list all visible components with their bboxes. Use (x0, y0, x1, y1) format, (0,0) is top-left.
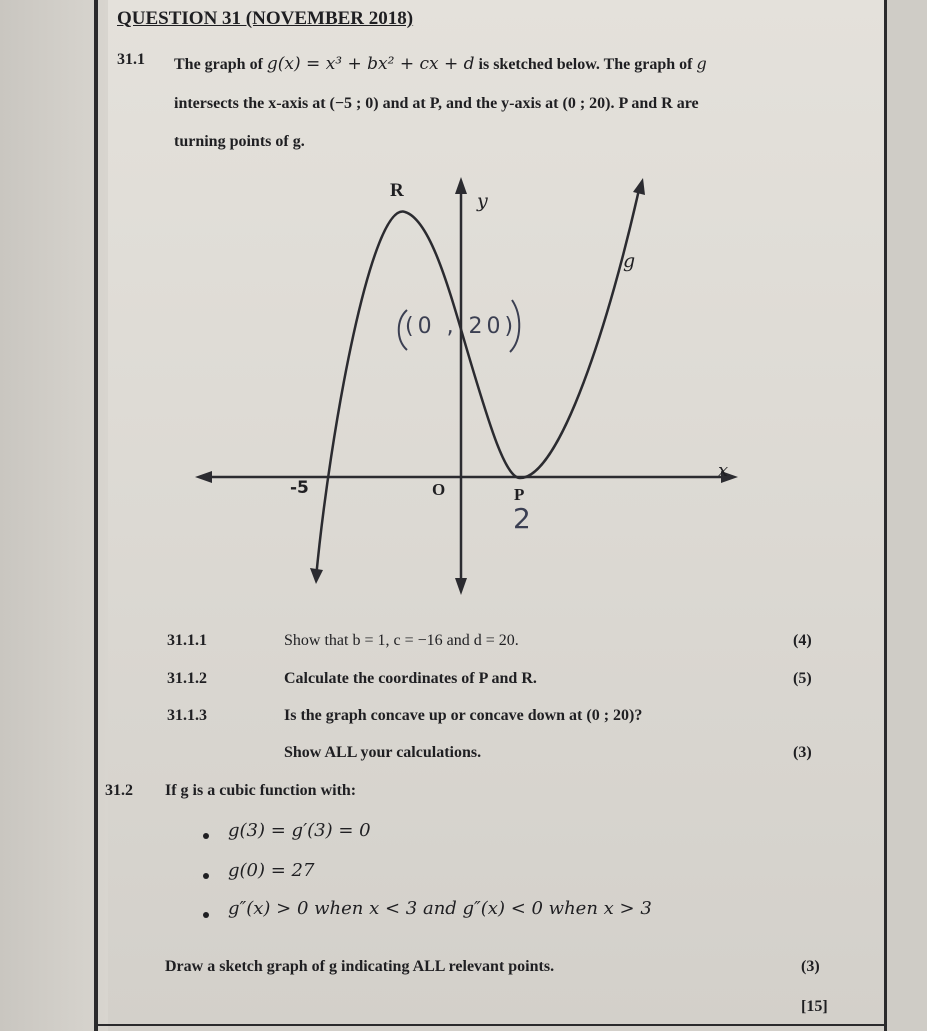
question-31-1-line-3: turning points of g. (174, 133, 305, 150)
cubic-function-expression: g(x) = x³ + bx² + cx + d (266, 54, 475, 74)
subquestion-number-31-1-1: 31.1.1 (167, 632, 207, 649)
y-axis-label: y (477, 190, 488, 212)
subquestion-marks-31-1-1: (4) (793, 632, 812, 649)
condition-3: g″(x) > 0 when x < 3 and g″(x) < 0 when x > 3 (228, 898, 652, 919)
x-axis-left-arrow (195, 471, 212, 483)
curve-end-arrow-top (633, 178, 645, 195)
subquestion-marks-31-1-2: (5) (793, 670, 812, 687)
subquestion-text-31-1-3: Is the graph concave up or concave down at (0 ; 20)? (284, 707, 643, 724)
condition-2: g(0) = 27 (228, 860, 315, 881)
x-intercept-label-neg5: -5 (290, 478, 309, 498)
y-axis-down-arrow (455, 578, 467, 595)
bullet-dot-2 (203, 873, 209, 879)
total-marks: [15] (801, 998, 828, 1015)
question-31-2-intro: If g is a cubic function with: (165, 782, 357, 799)
handwritten-point-0-20: (0 , 20) (405, 314, 518, 339)
turning-point-label-R: R (390, 180, 404, 201)
line-1-text-a: The graph of (174, 56, 267, 73)
subquestion-number-31-1-2: 31.1.2 (167, 670, 207, 687)
question-heading: QUESTION 31 (NOVEMBER 2018) (117, 8, 414, 29)
turning-point-label-P: P (514, 485, 525, 504)
subquestion-text-31-1-2: Calculate the coordinates of P and R. (284, 670, 537, 687)
question-31-2-instruction: Draw a sketch graph of g indicating ALL relevant points. (165, 958, 555, 975)
curve-end-arrow-bottom (310, 568, 323, 584)
question-31-1-line-2: intersects the x-axis at (−5 ; 0) and at P, and the y-axis at (0 ; 20). P and R are (174, 95, 699, 112)
line-1-text-b: is sketched below. The graph of (474, 56, 697, 73)
subquestion-marks-31-1-3: (3) (793, 744, 812, 761)
question-number-31-1: 31.1 (117, 51, 145, 68)
y-axis-up-arrow (455, 177, 467, 194)
curve-label-g: g (623, 250, 636, 272)
handwritten-note-2: 2 (513, 502, 531, 535)
condition-1: g(3) = g′(3) = 0 (228, 820, 371, 841)
x-axis-label: x (718, 460, 729, 481)
bullet-dot-1 (203, 833, 209, 839)
question-number-31-2: 31.2 (105, 782, 133, 799)
subquestion-number-31-1-3: 31.1.3 (167, 707, 207, 724)
bullet-dot-3 (203, 912, 209, 918)
question-31-2-marks: (3) (801, 958, 820, 975)
subquestion-instruction-31-1-3: Show ALL your calculations. (284, 744, 482, 761)
origin-label: O (432, 480, 446, 499)
function-name-g: g (696, 54, 707, 73)
cubic-curve-g (316, 185, 640, 578)
subquestion-text-31-1-1: Show that b = 1, c = −16 and d = 20. (284, 632, 519, 649)
